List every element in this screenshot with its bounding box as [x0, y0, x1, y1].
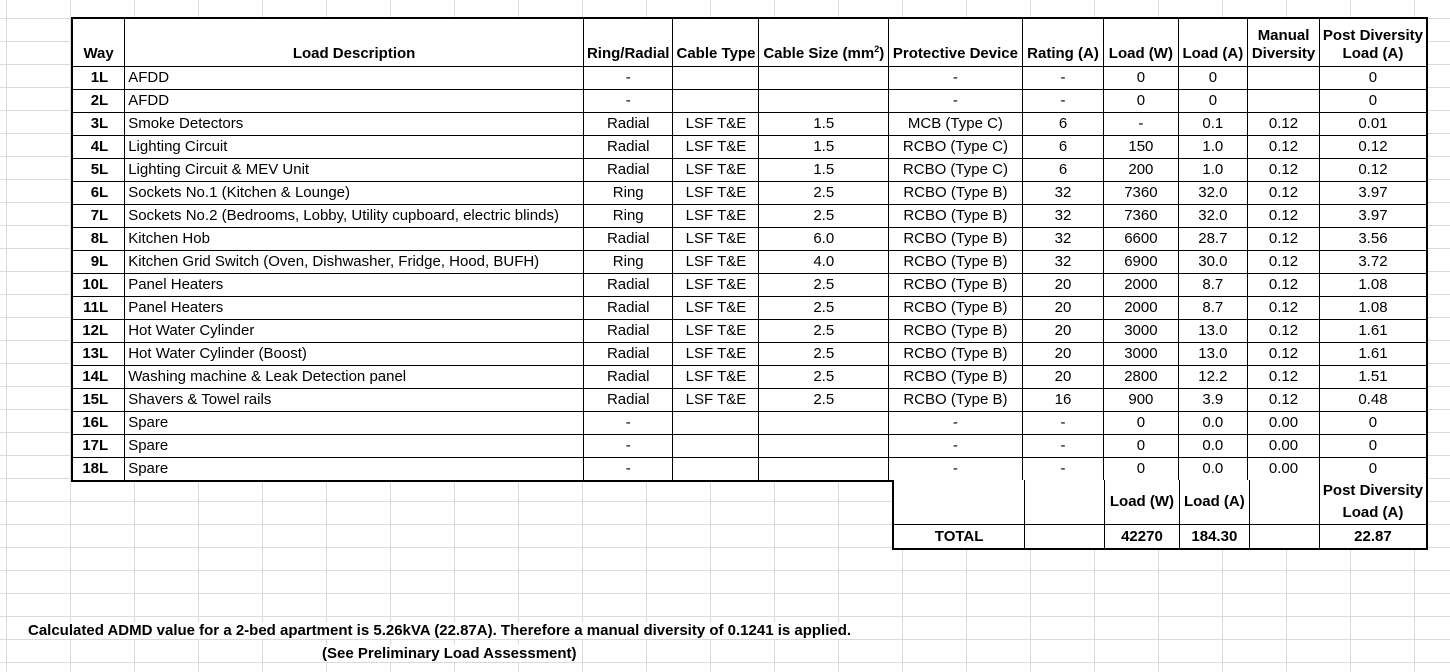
cell-load-w[interactable]: 900: [1104, 389, 1178, 412]
cell-cable-type[interactable]: LSF T&E: [673, 159, 759, 182]
cell-post-diversity[interactable]: 0: [1319, 412, 1427, 435]
cell-ring-radial[interactable]: Radial: [583, 159, 673, 182]
table-row: [72, 366, 1427, 389]
summary-load-w-label[interactable]: Load (W): [1105, 480, 1180, 525]
table-row: [72, 435, 1427, 458]
cell-load-w[interactable]: -: [1104, 113, 1178, 136]
cell-rating[interactable]: 20: [1022, 320, 1103, 343]
table-row: [72, 297, 1427, 320]
cell-post-diversity[interactable]: 1.61: [1319, 343, 1427, 366]
summary-load-a-label[interactable]: Load (A): [1179, 480, 1249, 525]
cell-load-description[interactable]: Kitchen Hob: [125, 228, 584, 251]
total-row: [893, 525, 1427, 550]
cell-way[interactable]: 10L: [72, 274, 125, 297]
cell-load-description[interactable]: Lighting Circuit: [125, 136, 584, 159]
cell-protective-device[interactable]: RCBO (Type B): [889, 389, 1023, 412]
cell-load-a[interactable]: 0.0: [1178, 435, 1248, 458]
cell-post-diversity[interactable]: 3.72: [1319, 251, 1427, 274]
cell-load-a[interactable]: 0: [1178, 67, 1248, 90]
cell-rating[interactable]: 32: [1022, 228, 1103, 251]
cell-protective-device[interactable]: RCBO (Type B): [889, 343, 1023, 366]
total-blank-cell[interactable]: [1025, 525, 1105, 550]
cell-cable-type[interactable]: LSF T&E: [673, 136, 759, 159]
cell-cable-size[interactable]: 2.5: [759, 389, 889, 412]
total-post-diversity[interactable]: 22.87: [1319, 525, 1427, 550]
table-row: [72, 458, 1427, 482]
cell-load-description[interactable]: Sockets No.2 (Bedrooms, Lobby, Utility cupboard, electric blinds): [125, 205, 584, 228]
cell-manual-diversity[interactable]: [1248, 67, 1320, 90]
cell-way[interactable]: 13L: [72, 343, 125, 366]
cell-protective-device[interactable]: -: [889, 412, 1023, 435]
cell-manual-diversity[interactable]: 0.12: [1248, 113, 1320, 136]
cell-rating[interactable]: 6: [1022, 113, 1103, 136]
cell-cable-size[interactable]: 6.0: [759, 228, 889, 251]
cell-load-w[interactable]: 0: [1104, 67, 1178, 90]
cell-load-a[interactable]: 0.0: [1178, 412, 1248, 435]
cell-post-diversity[interactable]: 0: [1319, 90, 1427, 113]
cell-way[interactable]: 9L: [72, 251, 125, 274]
cell-load-description[interactable]: Spare: [125, 435, 584, 458]
cell-way[interactable]: 12L: [72, 320, 125, 343]
cell-protective-device[interactable]: RCBO (Type B): [889, 274, 1023, 297]
cell-way[interactable]: 2L: [72, 90, 125, 113]
cell-load-w[interactable]: 2000: [1104, 274, 1178, 297]
header-row: [72, 18, 1427, 67]
load-assessment-note[interactable]: (See Preliminary Load Assessment): [322, 645, 577, 662]
cell-cable-type[interactable]: LSF T&E: [673, 228, 759, 251]
cell-load-description[interactable]: Hot Water Cylinder (Boost): [125, 343, 584, 366]
cell-load-a[interactable]: 30.0: [1178, 251, 1248, 274]
cell-ring-radial[interactable]: -: [583, 435, 673, 458]
cell-post-diversity[interactable]: 0.12: [1319, 136, 1427, 159]
cell-cable-size[interactable]: [759, 67, 889, 90]
summary-label-row: [893, 480, 1427, 525]
table-row: [72, 320, 1427, 343]
cell-post-diversity[interactable]: 0: [1319, 67, 1427, 90]
table-row: [72, 136, 1427, 159]
cell-ring-radial[interactable]: Radial: [583, 320, 673, 343]
cell-post-diversity[interactable]: 0.12: [1319, 159, 1427, 182]
cell-rating[interactable]: -: [1022, 435, 1103, 458]
cable-size-label: Cable Size (mm: [763, 45, 875, 62]
cell-post-diversity[interactable]: 0.01: [1319, 113, 1427, 136]
cell-cable-size[interactable]: 2.5: [759, 297, 889, 320]
cell-load-a[interactable]: 8.7: [1178, 297, 1248, 320]
cell-rating[interactable]: 20: [1022, 297, 1103, 320]
cell-load-w[interactable]: 150: [1104, 136, 1178, 159]
cell-load-description[interactable]: Panel Heaters: [125, 297, 584, 320]
cell-load-w[interactable]: 3000: [1104, 343, 1178, 366]
cell-load-a[interactable]: 32.0: [1178, 182, 1248, 205]
cell-load-description[interactable]: Lighting Circuit & MEV Unit: [125, 159, 584, 182]
cell-load-description[interactable]: AFDD: [125, 67, 584, 90]
cell-manual-diversity[interactable]: 0.12: [1248, 274, 1320, 297]
table-row: [72, 389, 1427, 412]
cable-size-label-end: ): [879, 45, 885, 62]
cell-load-w[interactable]: 2800: [1104, 366, 1178, 389]
summary-post-diversity-label[interactable]: [1319, 480, 1427, 525]
cell-rating[interactable]: 20: [1022, 274, 1103, 297]
cell-protective-device[interactable]: -: [889, 67, 1023, 90]
cell-load-w[interactable]: 3000: [1104, 320, 1178, 343]
cell-load-description[interactable]: Spare: [125, 412, 584, 435]
cell-post-diversity[interactable]: 0: [1319, 458, 1427, 482]
cell-manual-diversity[interactable]: 0.12: [1248, 205, 1320, 228]
total-load-w[interactable]: 42270: [1105, 525, 1180, 550]
cell-load-a[interactable]: 12.2: [1178, 366, 1248, 389]
cell-protective-device[interactable]: MCB (Type C): [889, 113, 1023, 136]
cell-cable-type[interactable]: [673, 435, 759, 458]
header-cable-type[interactable]: Cable Type: [673, 18, 759, 67]
cell-load-description[interactable]: Hot Water Cylinder: [125, 320, 584, 343]
cell-ring-radial[interactable]: Radial: [583, 389, 673, 412]
cell-load-w[interactable]: 7360: [1104, 182, 1178, 205]
cell-manual-diversity[interactable]: 0.12: [1248, 228, 1320, 251]
cell-cable-size[interactable]: 2.5: [759, 274, 889, 297]
table-row: [72, 274, 1427, 297]
cell-load-w[interactable]: 2000: [1104, 297, 1178, 320]
cell-manual-diversity[interactable]: [1248, 90, 1320, 113]
cell-cable-type[interactable]: [673, 67, 759, 90]
cell-protective-device[interactable]: -: [889, 435, 1023, 458]
cell-cable-type[interactable]: [673, 90, 759, 113]
table-row: [72, 182, 1427, 205]
cell-way[interactable]: 1L: [72, 67, 125, 90]
table-row: [72, 113, 1427, 136]
summary-blank-cell[interactable]: [893, 480, 1025, 525]
cell-load-w[interactable]: 6600: [1104, 228, 1178, 251]
cell-load-w[interactable]: 0: [1104, 412, 1178, 435]
cell-cable-size[interactable]: 1.5: [759, 113, 889, 136]
cell-manual-diversity[interactable]: 0.12: [1248, 343, 1320, 366]
circuit-rows: [72, 67, 1427, 482]
cell-ring-radial[interactable]: Radial: [583, 297, 673, 320]
cell-manual-diversity[interactable]: 0.00: [1248, 458, 1320, 482]
cell-load-w[interactable]: 0: [1104, 90, 1178, 113]
cell-rating[interactable]: -: [1022, 67, 1103, 90]
cell-load-description[interactable]: Shavers & Towel rails: [125, 389, 584, 412]
cell-cable-size[interactable]: 2.5: [759, 343, 889, 366]
cell-cable-type[interactable]: LSF T&E: [673, 320, 759, 343]
cell-rating[interactable]: 20: [1022, 343, 1103, 366]
cell-protective-device[interactable]: RCBO (Type B): [889, 366, 1023, 389]
cell-rating[interactable]: -: [1022, 90, 1103, 113]
cell-load-w[interactable]: 6900: [1104, 251, 1178, 274]
cell-way[interactable]: 7L: [72, 205, 125, 228]
cell-way[interactable]: 16L: [72, 412, 125, 435]
cell-rating[interactable]: 16: [1022, 389, 1103, 412]
cell-load-description[interactable]: Kitchen Grid Switch (Oven, Dishwasher, Fridge, Hood, BUFH): [125, 251, 584, 274]
cell-manual-diversity[interactable]: 0.12: [1248, 159, 1320, 182]
table-row: [72, 412, 1427, 435]
cell-protective-device[interactable]: -: [889, 90, 1023, 113]
admd-note[interactable]: Calculated ADMD value for a 2-bed apartment is 5.26kVA (22.87A). Therefore a manual diversity of 0.1241 is applied.: [28, 622, 852, 639]
cell-load-a[interactable]: 8.7: [1178, 274, 1248, 297]
manual-diversity-line2: Diversity: [1251, 45, 1316, 62]
cell-load-w[interactable]: 0: [1104, 435, 1178, 458]
cell-cable-type[interactable]: [673, 412, 759, 435]
cell-cable-type[interactable]: LSF T&E: [673, 366, 759, 389]
cell-rating[interactable]: -: [1022, 458, 1103, 482]
cell-cable-type[interactable]: LSF T&E: [673, 343, 759, 366]
cell-manual-diversity[interactable]: 0.00: [1248, 435, 1320, 458]
cell-ring-radial[interactable]: -: [583, 458, 673, 482]
post-diversity-line1: Post Diversity: [1322, 27, 1423, 44]
cell-manual-diversity[interactable]: 0.00: [1248, 412, 1320, 435]
table-row: [72, 159, 1427, 182]
cell-load-w[interactable]: 7360: [1104, 205, 1178, 228]
cell-ring-radial[interactable]: Radial: [583, 228, 673, 251]
cell-cable-type[interactable]: LSF T&E: [673, 274, 759, 297]
cell-ring-radial[interactable]: -: [583, 412, 673, 435]
cell-load-a[interactable]: 3.9: [1178, 389, 1248, 412]
cell-cable-type[interactable]: LSF T&E: [673, 205, 759, 228]
cell-load-a[interactable]: 1.0: [1178, 136, 1248, 159]
cell-manual-diversity[interactable]: 0.12: [1248, 297, 1320, 320]
cell-load-a[interactable]: 1.0: [1178, 159, 1248, 182]
cell-protective-device[interactable]: RCBO (Type C): [889, 159, 1023, 182]
cell-ring-radial[interactable]: Radial: [583, 274, 673, 297]
cell-rating[interactable]: -: [1022, 412, 1103, 435]
cell-rating[interactable]: 32: [1022, 205, 1103, 228]
table-row: [72, 90, 1427, 113]
cell-cable-type[interactable]: LSF T&E: [673, 251, 759, 274]
cell-cable-size[interactable]: 2.5: [759, 205, 889, 228]
cell-load-a[interactable]: 32.0: [1178, 205, 1248, 228]
header-manual-diversity[interactable]: [1248, 18, 1320, 67]
cell-cable-size[interactable]: 2.5: [759, 366, 889, 389]
cell-load-description[interactable]: Smoke Detectors: [125, 113, 584, 136]
cell-cable-type[interactable]: [673, 458, 759, 482]
header-cable-size[interactable]: [759, 18, 889, 67]
header-post-diversity[interactable]: [1319, 18, 1427, 67]
cell-load-description[interactable]: Spare: [125, 458, 584, 482]
cell-ring-radial[interactable]: Radial: [583, 366, 673, 389]
header-ring-radial[interactable]: Ring/Radial: [583, 18, 673, 67]
cell-cable-size[interactable]: 2.5: [759, 320, 889, 343]
cell-post-diversity[interactable]: 1.08: [1319, 274, 1427, 297]
header-protective-device[interactable]: Protective Device: [889, 18, 1023, 67]
cell-post-diversity[interactable]: 0.48: [1319, 389, 1427, 412]
table-row: [72, 228, 1427, 251]
cell-cable-size[interactable]: 2.5: [759, 182, 889, 205]
header-load-description[interactable]: Load Description: [125, 18, 584, 67]
cell-load-description[interactable]: Washing machine & Leak Detection panel: [125, 366, 584, 389]
cell-load-a[interactable]: 28.7: [1178, 228, 1248, 251]
cell-way[interactable]: 6L: [72, 182, 125, 205]
cell-load-w[interactable]: 0: [1104, 458, 1178, 482]
cell-load-description[interactable]: AFDD: [125, 90, 584, 113]
total-load-a[interactable]: 184.30: [1179, 525, 1249, 550]
cell-cable-size[interactable]: 1.5: [759, 136, 889, 159]
table-row: [72, 205, 1427, 228]
cell-cable-size[interactable]: [759, 458, 889, 482]
cell-rating[interactable]: 20: [1022, 366, 1103, 389]
cell-cable-type[interactable]: LSF T&E: [673, 182, 759, 205]
cell-protective-device[interactable]: RCBO (Type B): [889, 320, 1023, 343]
cell-post-diversity[interactable]: 1.08: [1319, 297, 1427, 320]
cell-load-description[interactable]: Panel Heaters: [125, 274, 584, 297]
cell-rating[interactable]: 32: [1022, 182, 1103, 205]
cell-way[interactable]: 4L: [72, 136, 125, 159]
total-blank-cell[interactable]: [1249, 525, 1319, 550]
header-load-a[interactable]: Load (A): [1178, 18, 1248, 67]
table-row: [72, 343, 1427, 366]
cell-cable-size[interactable]: 4.0: [759, 251, 889, 274]
header-load-w[interactable]: Load (W): [1104, 18, 1178, 67]
cell-post-diversity[interactable]: 3.97: [1319, 205, 1427, 228]
cell-way[interactable]: 8L: [72, 228, 125, 251]
cell-rating[interactable]: 32: [1022, 251, 1103, 274]
cell-load-a[interactable]: 0.0: [1178, 458, 1248, 482]
post-diversity-line2: Load (A): [1342, 45, 1404, 62]
cell-ring-radial[interactable]: -: [583, 90, 673, 113]
cell-manual-diversity[interactable]: 0.12: [1248, 366, 1320, 389]
summary-blank-cell[interactable]: [1025, 480, 1105, 525]
table-row: [72, 251, 1427, 274]
cell-post-diversity[interactable]: 1.51: [1319, 366, 1427, 389]
cell-way[interactable]: 3L: [72, 113, 125, 136]
cell-cable-type[interactable]: LSF T&E: [673, 297, 759, 320]
cell-post-diversity[interactable]: 1.61: [1319, 320, 1427, 343]
cell-protective-device[interactable]: RCBO (Type B): [889, 297, 1023, 320]
table-row: [72, 67, 1427, 90]
cell-post-diversity[interactable]: 0: [1319, 435, 1427, 458]
cell-manual-diversity[interactable]: 0.12: [1248, 320, 1320, 343]
cell-rating[interactable]: 6: [1022, 136, 1103, 159]
cable-size-superscript: 2: [874, 44, 880, 54]
cell-ring-radial[interactable]: Radial: [583, 343, 673, 366]
cell-way[interactable]: 11L: [72, 297, 125, 320]
header-rating[interactable]: Rating (A): [1022, 18, 1103, 67]
cell-load-a[interactable]: 13.0: [1178, 320, 1248, 343]
cell-protective-device[interactable]: RCBO (Type B): [889, 182, 1023, 205]
cell-way[interactable]: 17L: [72, 435, 125, 458]
cell-protective-device[interactable]: -: [889, 458, 1023, 482]
cell-post-diversity[interactable]: 3.97: [1319, 182, 1427, 205]
summary-post-line2: Load (A): [1342, 504, 1404, 521]
summary-blank-cell[interactable]: [1249, 480, 1319, 525]
cell-load-description[interactable]: Sockets No.1 (Kitchen & Lounge): [125, 182, 584, 205]
cell-load-w[interactable]: 200: [1104, 159, 1178, 182]
cell-way[interactable]: 5L: [72, 159, 125, 182]
cell-cable-type[interactable]: LSF T&E: [673, 113, 759, 136]
cell-way[interactable]: 18L: [72, 458, 125, 482]
cell-protective-device[interactable]: RCBO (Type B): [889, 205, 1023, 228]
cell-ring-radial[interactable]: Ring: [583, 205, 673, 228]
cell-manual-diversity[interactable]: 0.12: [1248, 389, 1320, 412]
cell-ring-radial[interactable]: Ring: [583, 251, 673, 274]
cell-way[interactable]: 15L: [72, 389, 125, 412]
cell-way[interactable]: 14L: [72, 366, 125, 389]
cell-cable-size[interactable]: [759, 412, 889, 435]
cell-cable-size[interactable]: 1.5: [759, 159, 889, 182]
cell-protective-device[interactable]: RCBO (Type C): [889, 136, 1023, 159]
cell-ring-radial[interactable]: Ring: [583, 182, 673, 205]
cell-ring-radial[interactable]: Radial: [583, 113, 673, 136]
cell-protective-device[interactable]: RCBO (Type B): [889, 228, 1023, 251]
summary-table: [892, 480, 1428, 550]
header-way[interactable]: Way: [72, 18, 125, 67]
cell-manual-diversity[interactable]: 0.12: [1248, 251, 1320, 274]
cell-ring-radial[interactable]: Radial: [583, 136, 673, 159]
cell-ring-radial[interactable]: -: [583, 67, 673, 90]
cell-load-a[interactable]: 13.0: [1178, 343, 1248, 366]
cell-load-a[interactable]: 0: [1178, 90, 1248, 113]
total-label[interactable]: TOTAL: [893, 525, 1025, 550]
cell-post-diversity[interactable]: 3.56: [1319, 228, 1427, 251]
manual-diversity-line1: Manual: [1257, 27, 1310, 44]
cell-cable-size[interactable]: [759, 435, 889, 458]
cell-manual-diversity[interactable]: 0.12: [1248, 136, 1320, 159]
cell-cable-size[interactable]: [759, 90, 889, 113]
circuit-schedule-table: [71, 17, 1428, 482]
cell-protective-device[interactable]: RCBO (Type B): [889, 251, 1023, 274]
cell-rating[interactable]: 6: [1022, 159, 1103, 182]
cell-load-a[interactable]: 0.1: [1178, 113, 1248, 136]
cell-manual-diversity[interactable]: 0.12: [1248, 182, 1320, 205]
summary-post-line1: Post Diversity: [1322, 482, 1423, 499]
cell-cable-type[interactable]: LSF T&E: [673, 389, 759, 412]
